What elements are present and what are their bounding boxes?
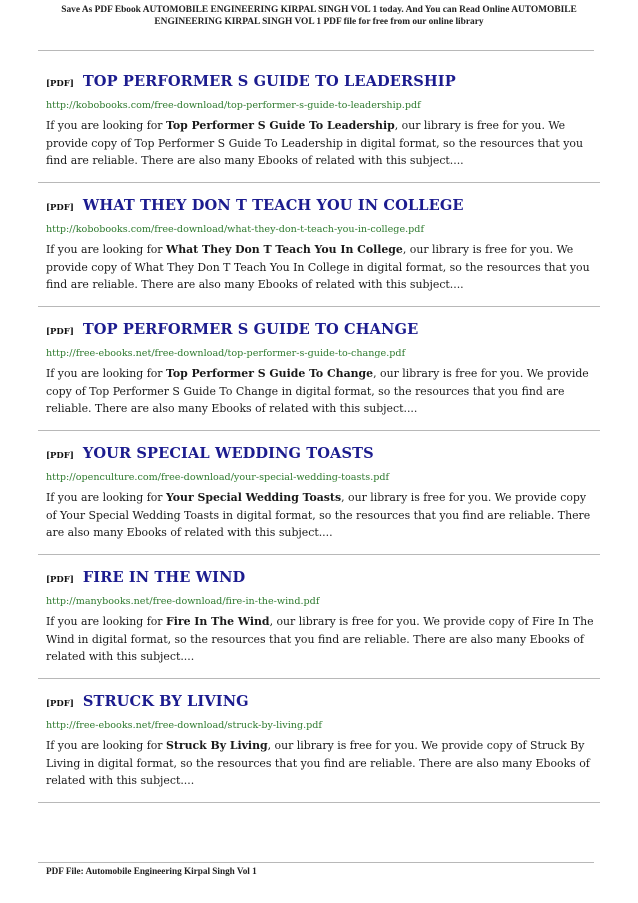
entry-title-row — [46, 197, 598, 219]
entry-description — [46, 489, 598, 542]
desc-bold-title: Struck By Living — [165, 739, 268, 752]
ebook-entry — [46, 307, 598, 431]
entry-url-link[interactable]: http://manybooks.net/free-download/fire-in-the-wind.pdf — [46, 596, 320, 607]
entry-title[interactable]: YOUR SPECIAL WEDDING TOASTS — [82, 445, 374, 462]
desc-bold-title: What They Don T Teach You In College — [165, 243, 403, 256]
ebook-entry — [46, 183, 598, 307]
pdf-tag: [PDF] — [46, 575, 74, 585]
entry-url-link[interactable]: http://free-ebooks.net/free-download/struck-by-living.pdf — [46, 720, 322, 731]
pdf-tag: [PDF] — [46, 699, 74, 709]
desc-text: , our library is free for you. We provide copy of Your Special Wedding Toasts in digital format, so the resources that you find are reliable. There are also many Ebooks of related with this subject.... — [46, 491, 591, 539]
entry-title[interactable]: STRUCK BY LIVING — [82, 693, 249, 710]
entry-title[interactable]: TOP PERFORMER S GUIDE TO CHANGE — [82, 321, 419, 338]
desc-text: If you are looking for — [46, 367, 166, 380]
page-footer: PDF File: Automobile Engineering Kirpal Singh Vol 1 — [46, 866, 257, 876]
desc-text: If you are looking for — [46, 739, 166, 752]
desc-text: , our library is free for you. We provide copy of Struck By Living in digital format, so the resources that you find are reliable. There are also many Ebooks of related with this subject.... — [46, 739, 590, 787]
desc-bold-title: Top Performer S Guide To Change — [165, 367, 374, 380]
ebook-list — [46, 59, 598, 803]
entry-description — [46, 613, 598, 666]
ebook-entry — [46, 679, 598, 803]
entry-divider — [38, 802, 600, 803]
desc-text: , our library is free for you. We provide copy of What They Don T Teach You In College in digital format, so the resources that you find are reliable. There are also many Ebooks of related with this subject.... — [46, 243, 590, 291]
pdf-tag: [PDF] — [46, 79, 74, 89]
desc-text: , our library is free for you. We provide copy of Top Performer S Guide To Change in digital format, so the resources that you find are reliable. There are also many Ebooks of related with this subject.... — [46, 367, 589, 415]
entry-description — [46, 737, 598, 790]
desc-bold-title: Your Special Wedding Toasts — [165, 491, 342, 504]
entry-title-row — [46, 569, 598, 591]
page-header: Save As PDF Ebook AUTOMOBILE ENGINEERING KIRPAL SINGH VOL 1 today. And You can Read Online AUTOMOBILE ENGINEERING KIRPAL SINGH VOL 1 PDF file for free from our online library — [61, 5, 577, 27]
desc-text: If you are looking for — [46, 615, 166, 628]
pdf-tag: [PDF] — [46, 327, 74, 337]
ebook-entry — [46, 431, 598, 555]
ebook-entry — [46, 555, 598, 679]
entry-title[interactable]: WHAT THEY DON T TEACH YOU IN COLLEGE — [82, 197, 464, 214]
entry-title[interactable]: TOP PERFORMER S GUIDE TO LEADERSHIP — [82, 73, 456, 90]
header-divider — [38, 50, 594, 51]
desc-text: If you are looking for — [46, 491, 166, 504]
desc-text: , our library is free for you. We provide copy of Top Performer S Guide To Leadership in digital format, so the resources that you find are reliable. There are also many Ebooks of related with this subject.... — [46, 119, 583, 167]
desc-text: If you are looking for — [46, 243, 166, 256]
entry-url-link[interactable]: http://kobobooks.com/free-download/what-they-don-t-teach-you-in-college.pdf — [46, 224, 425, 235]
entry-title-row — [46, 73, 598, 95]
desc-bold-title: Top Performer S Guide To Leadership — [165, 119, 395, 132]
entry-description — [46, 365, 598, 418]
entry-title[interactable]: FIRE IN THE WIND — [82, 569, 246, 586]
footer-divider — [38, 862, 594, 863]
entry-title-row — [46, 693, 598, 715]
desc-text: , our library is free for you. We provide copy of Fire In The Wind in digital format, so the resources that you find are reliable. There are also many Ebooks of related with this subject.... — [46, 615, 594, 663]
desc-bold-title: Fire In The Wind — [165, 615, 270, 628]
entry-url-link[interactable]: http://openculture.com/free-download/your-special-wedding-toasts.pdf — [46, 472, 390, 483]
entry-description — [46, 117, 598, 170]
entry-title-row — [46, 321, 598, 343]
pdf-tag: [PDF] — [46, 203, 74, 213]
desc-text: If you are looking for — [46, 119, 166, 132]
entry-title-row — [46, 445, 598, 467]
entry-url-link[interactable]: http://kobobooks.com/free-download/top-performer-s-guide-to-leadership.pdf — [46, 100, 421, 111]
entry-url-link[interactable]: http://free-ebooks.net/free-download/top-performer-s-guide-to-change.pdf — [46, 348, 406, 359]
ebook-entry — [46, 59, 598, 183]
pdf-tag: [PDF] — [46, 451, 74, 461]
entry-description — [46, 241, 598, 294]
